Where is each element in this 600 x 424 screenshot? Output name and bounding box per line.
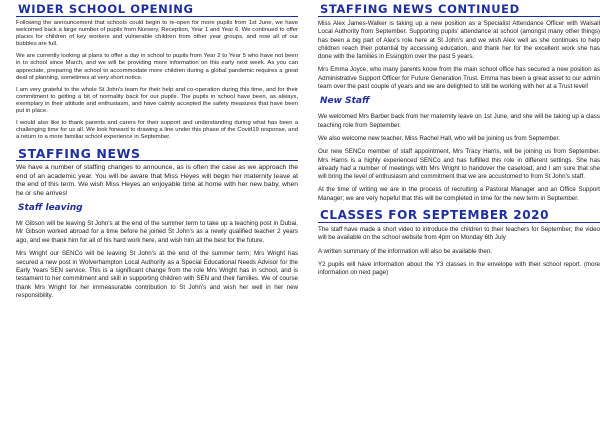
section-heading-staffing-news: STAFFING NEWS [16,146,298,161]
paragraph: I would also like to thank parents and carers for their support and understanding during what has been a challenging time for us all. We look forward to drawing a line under this phase of the Covid19 response, and a return to a more familiar school experience in September. [16,120,298,141]
section-heading-wider-school-opening: WIDER SCHOOL OPENING [16,2,298,17]
paragraph: We have a number of staffing changes to announce, as is often the case as we approach the end of an academic year. You will be aware that Miss Heyes will begin her maternity leave at the end of this term. We wish Miss Heyes an enjoyable time at home with her new baby, when he or she arrives! [16,164,298,197]
paragraph: Y2 pupils will have information about the Y3 classes in the envelope with their school report. (more information on next page) [318,260,600,277]
right-column [318,2,600,283]
paragraph: Mr Gibson will be leaving St John's at the end of the summer term to take up a teaching post in Dubai. Mr Gibson worked abroad for a time before he joined St John's as a newly qualified teacher 2 years ago, and we thank him for all of his hard work here, and wish him all the best for the future. [16,220,298,244]
paragraph: Following the announcement that schools could begin to re-open for more pupils from 1st June, we have welcomed back a large number of pupils from Nursery, Reception, Year 1 and Year 6. We continued to offer places for children of key workers and vulnerable children from other year groups, and now all of our bubbles are full. [16,20,298,48]
paragraph: The staff have made a short video to introduce the children to their teachers for September; the video will be available on the school website from 4pm on Monday 6th July [318,226,600,242]
section-heading-classes-for-september: CLASSES FOR SEPTEMBER 2020 [318,208,600,223]
left-column [16,2,298,306]
paragraph: We are currently looking at plans to offer a day in school to pupils from Year 2 to Year 5 who have not been in to school since March, and we will be providing more information on this early next week. As you can appreciate, preparing the school to accommodate more children during a global pandemic requires a great deal of planning, sometimes at very short notice. [16,53,298,81]
paragraph: We also welcome new teacher, Miss Rachel Hall, who will be joining us from September. [318,134,560,142]
section-heading-staffing-news-continued: STAFFING NEWS CONTINUED [318,2,600,17]
paragraph: Our new SENCo member of staff appointment, Mrs Tracy Harris, will be joining us from September. Mrs Harris is a highly experienced SENCo and has fulfilled this role in different settings. She has already had a number of meetings with Mrs Wright to handover the caseload, and I am sure that she will bring the level of enthusiasm and commitment that we are accustomed to from St John's staff. [318,148,600,181]
paragraph: I am very grateful to the whole St John's team for their help and co-operation during this time, and for their commitment to getting a bit of normality back for our pupils. The pupils in school have been, as always, exemplary in their attitude and enthusiasm, and have calmly accepted the safety measures that have been put in place. [16,86,298,115]
paragraph: A written summary of the information will also be available then. [318,247,493,255]
paragraph: At the time of writing we are in the process of recruiting a Pastoral Manager and an Office Support Manager; we are very hopeful that this will be completed in time for the new term in September. [318,186,600,202]
paragraph: Mrs Emma Joyce, who many parents know from the main school office has secured a new position as Administrative Support Officer for Future Generation Trust. Emma has been a great asset to our admin team over the past couple of years and we are delighted to still be working with her at a Trust level! [318,66,600,91]
paragraph: We welcomed Mrs Barber back from her maternity leave on 1st June, and she will be taking up a class teaching role from September. [318,113,600,129]
subheading-staff-leaving: Staff leaving [18,203,83,214]
paragraph: Miss Alex James-Walker is taking up a new position as a Specialist Attendance Officer with Walsall Local Authority from September. Supporting pupils' attendance at school (amongst many other things) has been a big part of Alex's role here at St John's and we wish Alex well as she continues to help children reach their potential by accessing education, and thank her for the excellent work she has done with the families in Essington over the past 5 years. [318,20,600,61]
paragraph: Mrs Wright our SENCo will be leaving St John's at the end of the summer term; Mrs Wright has secured a new post in Wolverhampton Local Authority as a Special Educational Needs Advisor for the Early Years SEN service. This is a significant change from the role Mrs Wright has in school, and is testament to her commitment and skill in supporting children with SEN and their families. We of course thank Mrs Wright for her immeasurable contribution to St John's and wish her well in her new responsibility. [16,250,298,300]
subheading-new-staff: New Staff [320,96,370,107]
